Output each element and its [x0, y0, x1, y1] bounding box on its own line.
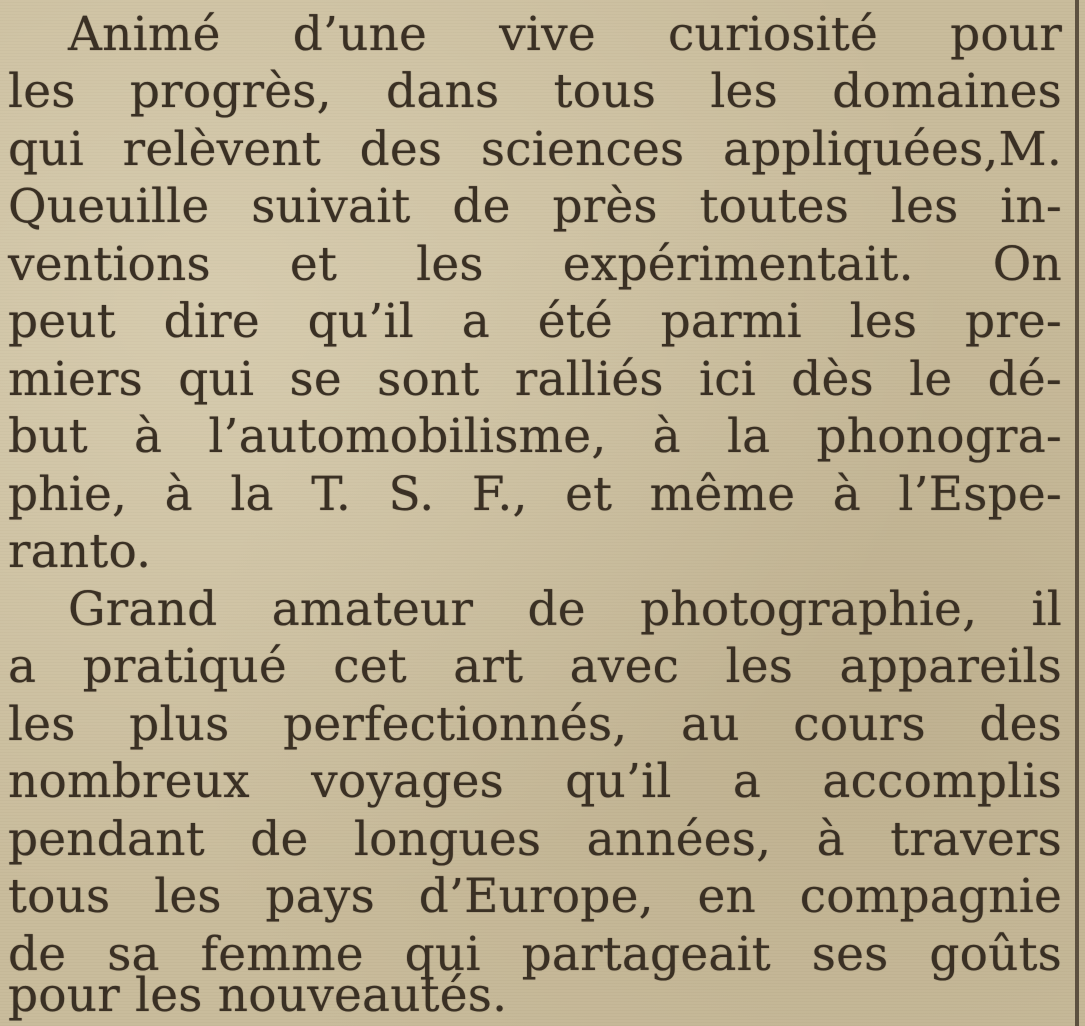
text-line: ventions et les expérimentait. On: [8, 237, 1062, 292]
text-line: a pratiqué cet art avec les appareils: [8, 639, 1062, 694]
column-divider-rule: [1075, 0, 1079, 1026]
text-line: pendant de longues années, à travers: [8, 812, 1062, 867]
text-line: but à l’automobilisme, à la phonogra-: [8, 409, 1062, 464]
text-line: les progrès, dans tous les domaines: [8, 64, 1062, 119]
text-line: peut dire qu’il a été parmi les pre-: [8, 294, 1062, 349]
text-line: qui relèvent des sciences appliquées,M.: [8, 122, 1062, 177]
article-column: [8, 0, 1062, 1026]
text-line: pour les nouveautés.: [8, 968, 508, 1023]
text-line: tous les pays d’Europe, en compagnie: [8, 869, 1062, 924]
text-line: Animé d’une vive curiosité pour: [68, 7, 1062, 62]
text-line: de sa femme qui partageait ses goûts: [8, 927, 1062, 982]
text-line: Queuille suivait de près toutes les in-: [8, 179, 1062, 234]
text-line: phie, à la T. S. F., et même à l’Espe-: [8, 467, 1062, 522]
text-line: nombreux voyages qu’il a accomplis: [8, 754, 1062, 809]
text-line: les plus perfectionnés, au cours des: [8, 697, 1062, 752]
text-line: Grand amateur de photographie, il: [68, 582, 1062, 637]
text-line: miers qui se sont ralliés ici dès le dé-: [8, 352, 1062, 407]
text-line: ranto.: [8, 524, 152, 579]
